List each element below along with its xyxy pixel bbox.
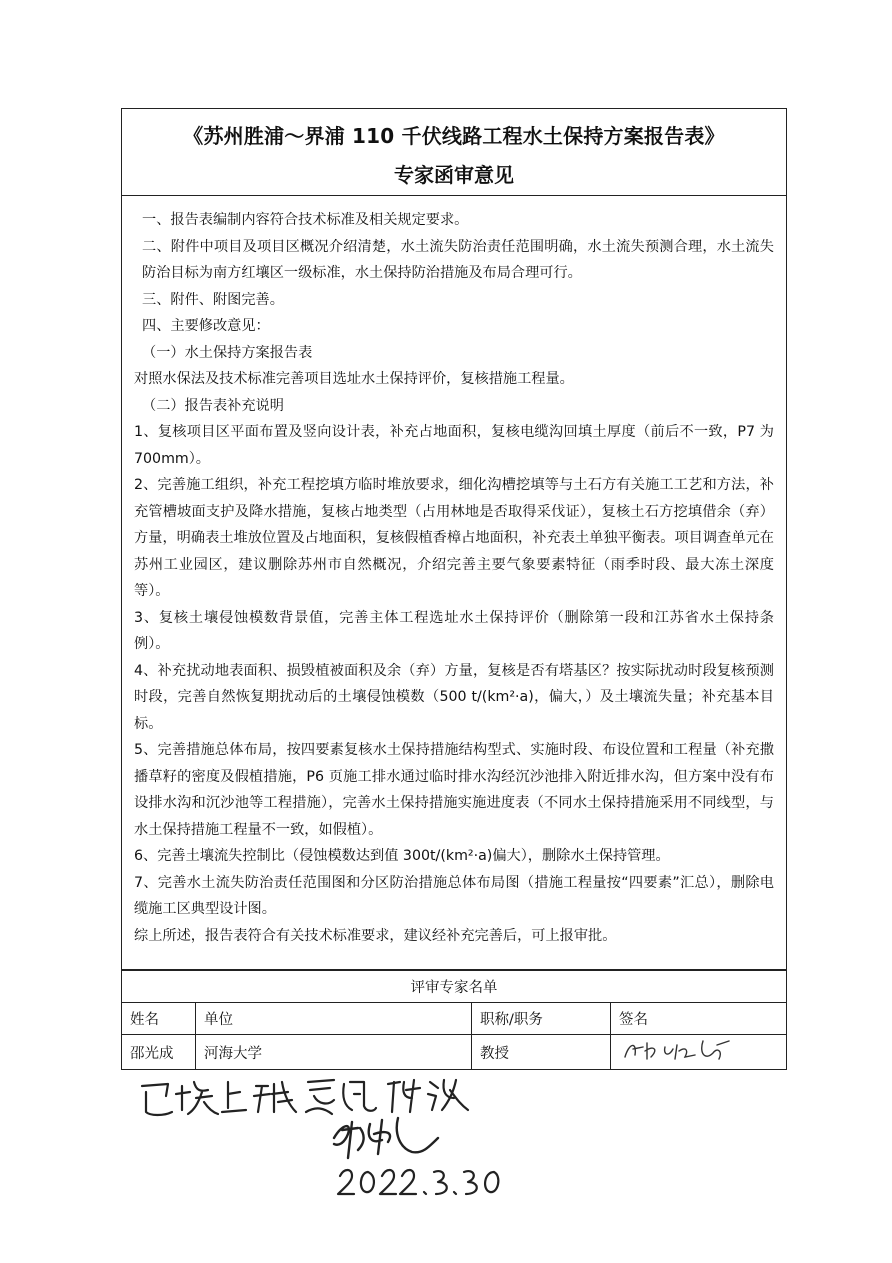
opinion-paragraph: 二、附件中项目及项目区概况介绍清楚，水土流失防治责任范围明确，水土流失预测合理，水土流失防治目标为南方红壤区一级标准，水土保持防治措施及布局合理可行。 — [142, 238, 774, 281]
opinion-paragraph: 三、附件、附图完善。 — [142, 291, 284, 308]
opinion-subheading: （一）水土保持方案报告表 — [142, 344, 313, 361]
opinion-item: 7、完善水土流失防治责任范围图和分区防治措施总体布局图（措施工程量按“四要素”汇总），删除电缆施工区典型设计图。 — [134, 874, 774, 917]
opinion-paragraph: 对照水保法及技术标准完善项目选址水土保持评价，复核措施工程量。 — [134, 371, 574, 387]
table-header-row — [122, 1003, 787, 1035]
report-subtitle: 专家函审意见 — [394, 163, 514, 187]
opinion-item: 6、完善土壤流失控制比（侵蚀模数达到值 300t/(km²·a)偏大），删除水土保持管理。 — [134, 848, 670, 864]
handwritten-signature-large — [334, 1118, 438, 1158]
opinion-body — [134, 207, 774, 949]
opinion-item: 3、复核土壤侵蚀模数背景值，完善主体工程选址水土保持评价（删除第一段和江苏省水土保持条例）。 — [134, 609, 774, 652]
opinion-paragraph: 一、报告表编制内容符合技术标准及相关规定要求。 — [142, 212, 469, 228]
title-block — [122, 109, 786, 196]
handwritten-signature — [619, 1035, 749, 1065]
expert-signature-cell — [611, 1035, 787, 1070]
opinion-paragraph: 四、主要修改意见： — [142, 318, 270, 334]
header-signature: 签名 — [611, 1003, 787, 1035]
opinion-subheading: （二）报告表补充说明 — [142, 397, 284, 414]
expert-title: 教授 — [472, 1035, 611, 1070]
review-form — [121, 108, 787, 970]
handwritten-date — [338, 1170, 498, 1194]
expert-list-table — [121, 970, 787, 1070]
expert-name: 邵光成 — [122, 1035, 196, 1070]
opinion-item: 2、完善施工组织，补充工程挖填方临时堆放要求，细化沟槽挖填等与土石方有关施工工艺和方法，补充管槽坡面支护及降水措施，复核占地类型（占用林地是否取得采伐证），复核土石方挖填借余（弃）方量，明确表土堆放位置及占地面积，复核假植香樟占地面积，补充表土单独平衡表。项目调查单元在苏州工业园区，建议删除苏州市自然概况，介绍完善主要气象要素特征（雨季时段、最大冻土深度等）。 — [134, 477, 774, 599]
header-unit: 单位 — [196, 1003, 472, 1035]
opinion-item: 1、复核项目区平面布置及竖向设计表，补充占地面积，复核电缆沟回填土厚度（前后不一致，P7 为 700mm）。 — [134, 424, 774, 467]
opinion-conclusion: 综上所述，报告表符合有关技术标准要求，建议经补充完善后，可上报审批。 — [134, 927, 617, 944]
opinion-item: 4、补充扰动地表面积、损毁植被面积及余（弃）方量，复核是否有塔基区？按实际扰动时段复核预测时段，完善自然恢复期扰动后的土壤侵蚀模数（500 t/(km²·a)，偏大，）及土壤流失量；补充基本目标。 — [134, 662, 774, 732]
expert-unit: 河海大学 — [196, 1035, 472, 1070]
table-row — [122, 1035, 787, 1070]
handwritten-annotation — [138, 1072, 558, 1202]
report-title: 《苏州胜浦～界浦 110 千伏线路工程水土保持方案报告表》 — [183, 124, 725, 148]
header-name: 姓名 — [122, 1003, 196, 1035]
opinion-item: 5、完善措施总体布局，按四要素复核水土保持措施结构型式、实施时段、布设位置和工程量（补充撒播草籽的密度及假植措施，P6 页施工排水通过临时排水沟经沉沙池排入附近排水沟，但方案中没有布设排水沟和沉沙池等工程措施），完善水土保持措施实施进度表（不同水土保持措施采用不同线型，与水土保持措施工程量不一致，如假植）。 — [134, 742, 774, 838]
expert-list-caption: 评审专家名单 — [122, 971, 787, 1003]
header-title: 职称/职务 — [472, 1003, 611, 1035]
handwritten-note — [142, 1080, 468, 1115]
